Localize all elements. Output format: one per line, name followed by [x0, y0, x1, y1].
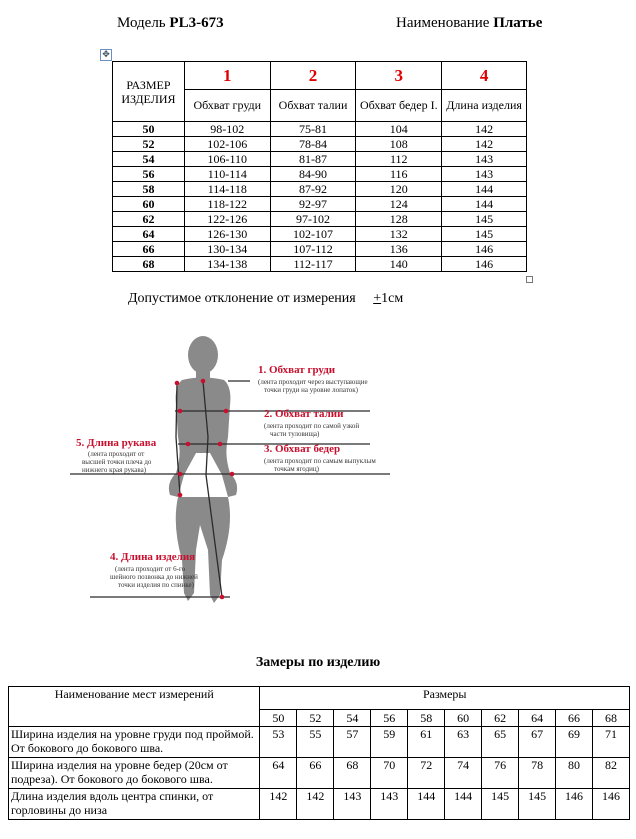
column-label: Обхват бедер I.: [356, 90, 442, 122]
measurement-value: 70: [371, 758, 408, 789]
value-cell: 126-130: [184, 227, 270, 242]
value-cell: 143: [442, 167, 527, 182]
value-cell: 98-102: [184, 122, 270, 137]
table-row: [113, 152, 527, 167]
table-row: [113, 257, 527, 272]
measurement-value: 80: [556, 758, 593, 789]
value-cell: 110-114: [184, 167, 270, 182]
place-name-label: Наименование мест измерений: [54, 687, 214, 701]
model-header: [117, 15, 224, 32]
callout-note: шейного позвонка до нижней: [110, 573, 198, 581]
value-cell: 124: [356, 197, 442, 212]
size-table-number-row: [113, 62, 527, 90]
column-label: Обхват талии: [270, 90, 356, 122]
value-cell: 132: [356, 227, 442, 242]
measurement-label: Ширина изделия на уровне бедер (20см от подреза). От бокового до бокового шва.: [9, 758, 260, 789]
callout-note: высшей точки плеча до: [82, 458, 152, 466]
plus-minus-sign: +: [373, 291, 382, 306]
table-row: [113, 137, 527, 152]
sizes-header: Размеры: [260, 687, 630, 710]
column-number: 1: [184, 62, 270, 90]
value-cell: 108: [356, 137, 442, 152]
callout-title: 1. Обхват груди: [258, 364, 336, 376]
measurement-value: 78: [519, 758, 556, 789]
callout-note: (лента проходит от: [88, 450, 145, 458]
name-value: Платье: [493, 15, 543, 31]
table-row: [9, 758, 630, 789]
measurement-value: 76: [482, 758, 519, 789]
measurement-value: 72: [408, 758, 445, 789]
value-cell: 144: [442, 182, 527, 197]
size-table: [112, 61, 527, 272]
size-cell: 62: [113, 212, 185, 227]
table-row: [113, 242, 527, 257]
callout-title: 3. Обхват бедер: [264, 443, 341, 455]
size-header-cell: [113, 62, 185, 122]
measurement-value: 143: [334, 789, 371, 820]
measurement-value: 59: [371, 727, 408, 758]
size-cell: 64: [113, 227, 185, 242]
measurement-value: 66: [297, 758, 334, 789]
value-cell: 106-110: [184, 152, 270, 167]
measurements-header-row: [9, 687, 630, 710]
size-header-cell: 60: [445, 710, 482, 727]
value-cell: 78-84: [270, 137, 356, 152]
measurement-value: 142: [260, 789, 297, 820]
tolerance-text: Допустимое отклонение от измерения: [128, 291, 356, 306]
size-cell: 56: [113, 167, 185, 182]
measurement-value: 57: [334, 727, 371, 758]
measurement-value: 71: [593, 727, 630, 758]
table-row: [113, 227, 527, 242]
measurements-table: [8, 686, 630, 820]
size-table-body: [113, 122, 527, 272]
column-number: 2: [270, 62, 356, 90]
size-header-cell: 50: [260, 710, 297, 727]
value-cell: 143: [442, 152, 527, 167]
column-label: Длина изделия: [442, 90, 527, 122]
value-cell: 122-126: [184, 212, 270, 227]
place-name-header: [9, 687, 260, 727]
value-cell: 145: [442, 227, 527, 242]
size-header-cell: 66: [556, 710, 593, 727]
value-cell: 142: [442, 122, 527, 137]
measurement-label: Ширина изделия на уровне груди под проймой. От бокового до бокового шва.: [9, 727, 260, 758]
name-label: Наименование: [396, 15, 490, 31]
tolerance-note: [128, 291, 403, 307]
value-cell: 130-134: [184, 242, 270, 257]
value-cell: 102-106: [184, 137, 270, 152]
table-row: [113, 212, 527, 227]
measurements-body: [9, 727, 630, 820]
value-cell: 112-117: [270, 257, 356, 272]
size-cell: 52: [113, 137, 185, 152]
value-cell: 134-138: [184, 257, 270, 272]
size-header-cell: 54: [334, 710, 371, 727]
measurement-value: 61: [408, 727, 445, 758]
value-cell: 120: [356, 182, 442, 197]
measurement-value: 63: [445, 727, 482, 758]
value-cell: 140: [356, 257, 442, 272]
value-cell: 107-112: [270, 242, 356, 257]
measurement-value: 144: [408, 789, 445, 820]
tolerance-value: 1см: [381, 291, 404, 306]
value-cell: 146: [442, 242, 527, 257]
measurement-value: 53: [260, 727, 297, 758]
measurement-value: 145: [519, 789, 556, 820]
callout-note: точки изделия по спинке): [118, 581, 194, 589]
value-cell: 136: [356, 242, 442, 257]
value-cell: 116: [356, 167, 442, 182]
measurement-value: 69: [556, 727, 593, 758]
table-row: [113, 167, 527, 182]
size-header-cell: 56: [371, 710, 408, 727]
value-cell: 144: [442, 197, 527, 212]
table-row: [9, 727, 630, 758]
measurement-value: 146: [593, 789, 630, 820]
measurement-value: 82: [593, 758, 630, 789]
table-row: [113, 197, 527, 212]
measurement-value: 143: [371, 789, 408, 820]
size-cell: 54: [113, 152, 185, 167]
table-row: [113, 182, 527, 197]
product-name-header: [396, 15, 542, 32]
measurement-value: 144: [445, 789, 482, 820]
value-cell: 92-97: [270, 197, 356, 212]
callout-title: 4. Длина изделия: [110, 551, 196, 563]
size-cell: 50: [113, 122, 185, 137]
size-cell: 58: [113, 182, 185, 197]
callout-note: точкам ягодиц): [274, 465, 319, 473]
value-cell: 81-87: [270, 152, 356, 167]
size-header-label: РАЗМЕР ИЗДЕЛИЯ: [121, 77, 176, 106]
measurement-value: 67: [519, 727, 556, 758]
model-value: PL3-673: [169, 15, 224, 31]
callout-note: нижнего края рукава): [82, 466, 147, 474]
column-label: Обхват груди: [184, 90, 270, 122]
value-cell: 112: [356, 152, 442, 167]
column-number: 4: [442, 62, 527, 90]
size-header-cell: 64: [519, 710, 556, 727]
measurements-title: Замеры по изделию: [255, 655, 381, 670]
table-move-handle-icon[interactable]: ✥: [100, 49, 112, 61]
measurement-value: 64: [260, 758, 297, 789]
size-header-cell: 68: [593, 710, 630, 727]
callout-note: (лента проходит от 6-го: [115, 565, 186, 573]
column-number: 3: [356, 62, 442, 90]
value-cell: 87-92: [270, 182, 356, 197]
measurement-value: 142: [297, 789, 334, 820]
size-cell: 68: [113, 257, 185, 272]
value-cell: 146: [442, 257, 527, 272]
measurement-value: 145: [482, 789, 519, 820]
callout-note: (лента проходит через выступающие: [258, 378, 368, 386]
size-cell: 66: [113, 242, 185, 257]
model-label: Модель: [117, 15, 166, 31]
callout-title: 2. Обхват талии: [264, 408, 344, 420]
value-cell: 142: [442, 137, 527, 152]
value-cell: 102-107: [270, 227, 356, 242]
callout-title: 5. Длина рукава: [76, 437, 157, 449]
table-row: [9, 789, 630, 820]
value-cell: 97-102: [270, 212, 356, 227]
body-measurement-figure: [60, 325, 460, 615]
value-cell: 128: [356, 212, 442, 227]
measurement-value: 146: [556, 789, 593, 820]
size-header-cell: 62: [482, 710, 519, 727]
size-header-cell: 52: [297, 710, 334, 727]
callout-note: (лента проходит по самой узкой: [264, 422, 360, 430]
size-cell: 60: [113, 197, 185, 212]
value-cell: 118-122: [184, 197, 270, 212]
value-cell: 84-90: [270, 167, 356, 182]
measurement-value: 74: [445, 758, 482, 789]
value-cell: 104: [356, 122, 442, 137]
value-cell: 114-118: [184, 182, 270, 197]
size-header-cell: 58: [408, 710, 445, 727]
table-resize-handle[interactable]: [526, 276, 533, 283]
table-row: [113, 122, 527, 137]
measurement-label: Длина изделия вдоль центра спинки, от горловины до низа: [9, 789, 260, 820]
callout-note: части туловища): [270, 430, 320, 438]
measurement-value: 68: [334, 758, 371, 789]
value-cell: 145: [442, 212, 527, 227]
measurement-value: 55: [297, 727, 334, 758]
measurement-value: 65: [482, 727, 519, 758]
value-cell: 75-81: [270, 122, 356, 137]
callout-note: (лента проходит по самым выпуклым: [264, 457, 376, 465]
callout-note: точки груди на уровне лопаток): [264, 386, 358, 394]
